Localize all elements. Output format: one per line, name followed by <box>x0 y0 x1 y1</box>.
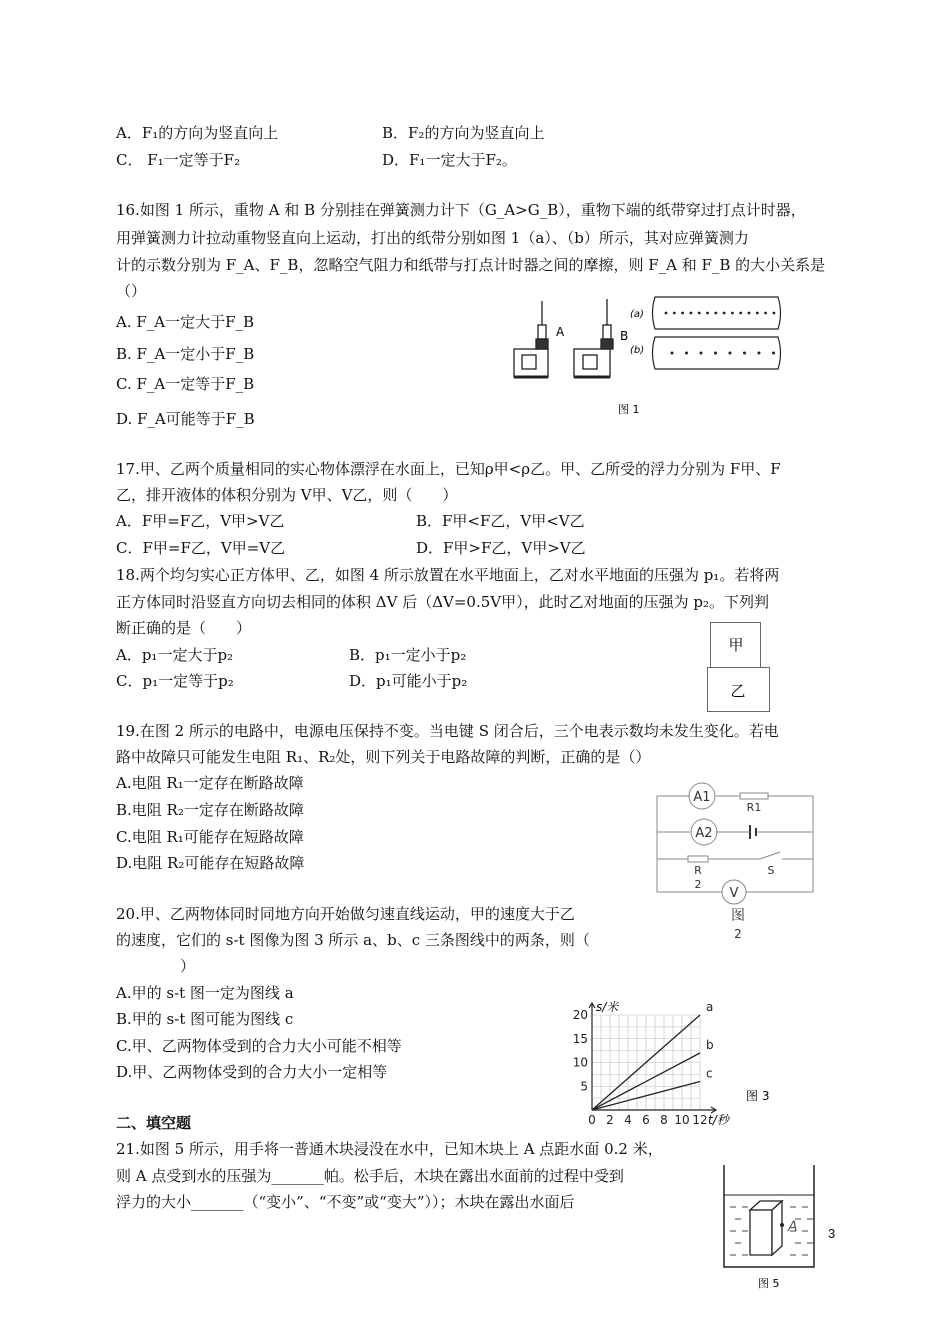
q16-stem-line3: 计的示数分别为 F_A、F_B，忽略空气阻力和纸带与打点计时器之间的摩擦，则 F_A 和 F_B 的大小关系是 <box>116 256 826 274</box>
tape-b-dot <box>714 352 717 355</box>
chart-y-tick-label: 10 <box>572 1055 588 1070</box>
chart-series-label-a: a <box>706 1000 714 1014</box>
section-heading: 二、填空题 <box>116 1114 192 1132</box>
tape-a-dot <box>731 312 734 315</box>
resistor-r2-label-top: R <box>694 864 702 877</box>
q17-stem-line1: 17.甲、乙两个质量相同的实心物体漂浮在水面上，已知ρ甲<ρ乙。甲、乙所受的浮力分别为 F甲、F <box>116 460 781 478</box>
figure-1-label-a: A <box>556 325 565 339</box>
resistor-r2-label-bottom: 2 <box>694 878 702 891</box>
q20-option-d: D.甲、乙两物体受到的合力大小一定相等 <box>116 1063 388 1081</box>
tape-a-dot <box>665 312 668 315</box>
figure-2-caption-bottom: 2 <box>734 927 742 941</box>
tape-a-dot <box>723 312 726 315</box>
tape-b-dot <box>772 352 775 355</box>
tape-a-dot <box>690 312 693 315</box>
q16-stem-line2: 用弹簧测力计拉动重物竖直向上运动，打出的纸带分别如图 1（a）、（b）所示，其对应弹簧测力 <box>116 229 749 247</box>
q19-stem-line1: 19.在图 2 所示的电路中，电源电压保持不变。当电键 S 闭合后，三个电表示数均未发生变化。若电 <box>116 722 779 740</box>
chart-y-axis-label: s/米 <box>596 1000 619 1014</box>
tape-a-dot <box>764 312 767 315</box>
battery-icon <box>750 825 756 839</box>
q21-stem-line3: 浮力的大小_______（“变小”、“不变”或“变大”））；木块在露出水面后 <box>116 1193 575 1211</box>
chart-series-label-b: b <box>706 1038 714 1052</box>
chart-y-tick-label: 5 <box>580 1079 588 1094</box>
q17-option-b: B．F甲<F乙，V甲<V乙 <box>416 512 585 530</box>
tape-b-dot <box>758 352 761 355</box>
q15-option-b: B．F₂的方向为竖直向上 <box>382 124 545 142</box>
q16-stem-line4: （） <box>116 282 147 300</box>
tape-b-dot <box>685 352 688 355</box>
q17-option-d: D．F甲>F乙，V甲>V乙 <box>416 539 586 557</box>
q18-stem-line1: 18.两个均匀实心正方体甲、乙，如图 4 所示放置在水平地面上，乙对水平地面的压强为 p₁。若将两 <box>116 566 780 584</box>
point-a-marker <box>780 1223 784 1227</box>
tape-a-dot <box>714 312 717 315</box>
q16-option-b: B. F_A一定小于F_B <box>116 345 255 363</box>
figure-5-caption: 图 5 <box>758 1277 780 1290</box>
q20-stem-line1: 20.甲、乙两物体同时同地方向开始做匀速直线运动，甲的速度大于乙 <box>116 905 575 923</box>
q18-option-c: C．p₁一定等于p₂ <box>116 672 234 690</box>
tape-a-dot <box>706 312 709 315</box>
q18-stem-line3: 断正确的是（ ） <box>116 619 252 637</box>
tape-b-dot <box>671 352 674 355</box>
figure-3-caption: 图 3 <box>746 1089 770 1103</box>
chart-x-tick-label: 8 <box>660 1113 668 1127</box>
figure-5-beaker <box>710 1155 825 1295</box>
chart-y-tick-label: 15 <box>572 1031 588 1046</box>
q18-option-a: A．p₁一定大于p₂ <box>116 646 234 664</box>
chart-x-tick-label: 0 <box>588 1113 596 1127</box>
switch-s-label: S <box>767 864 775 877</box>
q21-stem-line2: 则 A 点受到水的压强为_______帕。松手后，木块在露出水面前的过程中受到 <box>116 1167 624 1185</box>
q20-option-a: A.甲的 s-t 图一定为图线 a <box>116 984 294 1002</box>
figure-4-cubes <box>700 618 780 714</box>
voltmeter-v-label: V <box>729 886 739 901</box>
chart-series-label-c: c <box>706 1066 713 1081</box>
tape-a-dot <box>773 312 776 315</box>
q17-option-a: A．F甲=F乙，V甲>V乙 <box>116 512 285 530</box>
q15-option-c: C． F₁一定等于F₂ <box>116 151 241 169</box>
resistor-r1-label: R1 <box>746 801 762 814</box>
point-a-label: A <box>788 1219 798 1235</box>
figure-2-caption-top: 图 <box>731 908 745 924</box>
chart-x-tick-label: 6 <box>642 1113 650 1127</box>
q19-stem-line2: 路中故障只可能发生电阻 R₁、R₂处，则下列关于电路故障的判断，正确的是（） <box>116 748 651 766</box>
q20-stem-line2: 的速度，它们的 s-t 图像为图 3 所示 a、b、c 三条图线中的两条，则（ <box>116 931 590 949</box>
cube-bottom-label: 乙 <box>730 682 746 700</box>
chart-x-tick-label: 2 <box>606 1113 614 1127</box>
tape-b-dot <box>743 352 746 355</box>
figure-1-caption: 图 1 <box>618 403 640 416</box>
q17-option-c: C．F甲=F乙，V甲=V乙 <box>116 539 286 557</box>
tape-b-dot <box>729 352 732 355</box>
q19-option-d: D.电阻 R₂可能存在短路故障 <box>116 854 305 872</box>
q19-option-a: A.电阻 R₁一定存在断路故障 <box>116 774 304 792</box>
q20-option-c: C.甲、乙两物体受到的合力大小可能不相等 <box>116 1037 402 1055</box>
tape-a-label: (a) <box>630 309 644 320</box>
figure-3-st-chart <box>560 992 780 1127</box>
chart-x-tick-label: 4 <box>624 1113 632 1127</box>
q16-stem-line1: 16.如图 1 所示，重物 A 和 B 分别挂在弹簧测力计下（G_A>G_B），重物下端的纸带穿过打点计时器， <box>116 201 806 219</box>
q18-option-b: B．p₁一定小于p₂ <box>349 646 467 664</box>
ammeter-a1-label: A1 <box>693 790 711 805</box>
q16-option-a: A. F_A一定大于F_B <box>116 313 255 331</box>
tape-a-dot <box>756 312 759 315</box>
tape-a-dot <box>698 312 701 315</box>
q20-option-b: B.甲的 s-t 图可能为图线 c <box>116 1010 294 1028</box>
q17-stem-line2: 乙，排开液体的体积分别为 V甲、V乙，则（ ） <box>116 486 458 504</box>
ammeter-a2-label: A2 <box>695 826 713 841</box>
q15-option-d: D．F₁一定大于F₂。 <box>382 151 517 169</box>
q20-stem-line3: ） <box>180 957 196 975</box>
figure-1 <box>500 285 800 420</box>
q16-option-c: C. F_A一定等于F_B <box>116 375 255 393</box>
tape-a-dot <box>739 312 742 315</box>
wooden-block <box>750 1201 782 1255</box>
cube-top-label: 甲 <box>728 636 744 654</box>
resistor-r2 <box>688 856 708 862</box>
chart-x-tick-label: 10 <box>674 1113 690 1127</box>
q19-option-c: C.电阻 R₁可能存在短路故障 <box>116 828 304 846</box>
q18-option-d: D．p₁可能小于p₂ <box>349 672 468 690</box>
q21-stem-line1: 21.如图 5 所示，用手将一普通木块浸没在水中，已知木块上 A 点距水面 0.2 米， <box>116 1140 663 1158</box>
q18-stem-line2: 正方体同时沿竖直方向切去相同的体积 ΔV 后（ΔV=0.5V甲），此时乙对地面的压强为 p₂。下列判 <box>116 593 770 611</box>
page-number: 3 <box>828 1226 836 1241</box>
tape-b-label: (b) <box>630 345 645 356</box>
figure-2-circuit <box>650 782 825 942</box>
chart-x-axis-label: t/秒 <box>708 1113 729 1127</box>
chart-y-tick-label: 20 <box>572 1008 588 1022</box>
q16-option-d: D. F_A可能等于F_B <box>116 410 255 428</box>
tape-a-dot <box>748 312 751 315</box>
tape-a-dot <box>681 312 684 315</box>
resistor-r1 <box>740 793 768 799</box>
q15-option-a: A．F₁的方向为竖直向上 <box>116 124 279 142</box>
tape-b-dot <box>700 352 703 355</box>
chart-x-tick-label: 12 <box>692 1113 708 1127</box>
q19-option-b: B.电阻 R₂一定存在断路故障 <box>116 801 304 819</box>
tape-a-dot <box>673 312 676 315</box>
figure-1-label-b: B <box>620 329 629 343</box>
